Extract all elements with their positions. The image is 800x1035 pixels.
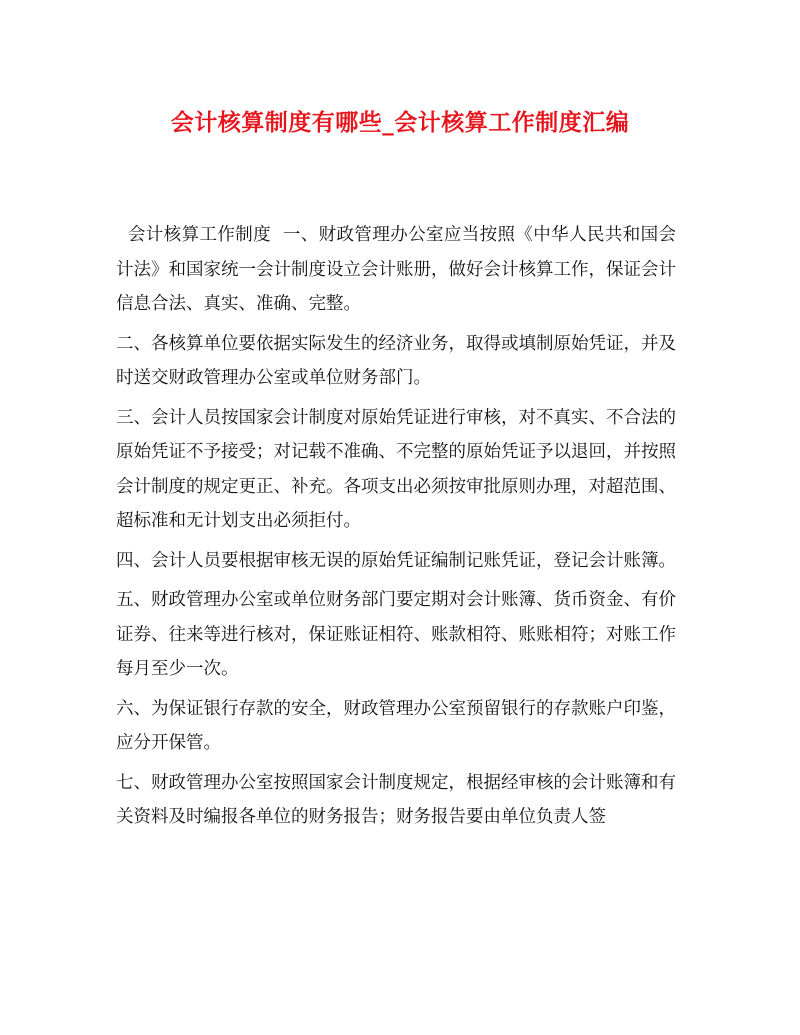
paragraph-7: 七、财政管理办公室按照国家会计制度规定，根据经审核的会计账簿和有关资料及时编报各单位的财务报告；财务报告要由单位负责人签 — [116, 772, 676, 827]
paragraph-1: 会计核算工作制度 一、财政管理办公室应当按照《中华人民共和国会计法》和国家统一会计制度设立会计账册，做好会计核算工作，保证会计信息合法、真实、准确、完整。 — [116, 225, 676, 314]
document-title: 会计核算制度有哪些_会计核算工作制度汇编 — [170, 109, 630, 136]
document-body — [116, 218, 688, 840]
paragraph-4: 四、会计人员要根据审核无误的原始凭证编制记账凭证，登记会计账簿。 — [116, 550, 676, 571]
paragraph-3: 三、会计人员按国家会计制度对原始凭证进行审核，对不真实、不合法的原始凭证不予接受；对记载不准确、不完整的原始凭证予以退回，并按照会计制度的规定更正、补充。各项支出必须按审批原则办理，对超范围、超标准和无计划支出必须拒付。 — [116, 407, 676, 531]
paragraph-2: 二、各核算单位要依据实际发生的经济业务，取得或填制原始凭证，并及时送交财政管理办公室或单位财务部门。 — [116, 333, 676, 388]
paragraph-6: 六、为保证银行存款的安全，财政管理办公室预留银行的存款账户印鉴， 应分开保管。 — [116, 698, 688, 753]
paragraph-5: 五、财政管理办公室或单位财务部门要定期对会计账簿、货币资金、有价证券、往来等进行核对，保证账证相符、账款相符、账账相符；对账工作每月至少一次。 — [116, 590, 676, 679]
